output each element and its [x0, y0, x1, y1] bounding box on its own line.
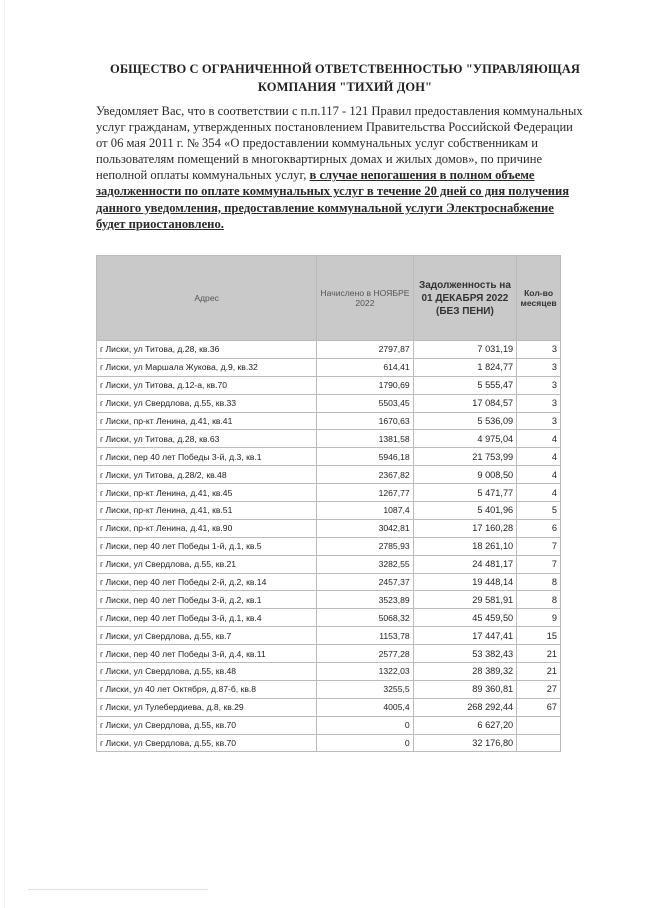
cell-accrued: 5946,18 — [317, 448, 413, 466]
cell-months — [517, 716, 561, 734]
cell-debt: 5 401,96 — [413, 502, 517, 520]
table-row — [97, 680, 561, 698]
cell-months: 3 — [517, 376, 561, 394]
cell-months: 3 — [517, 394, 561, 412]
cell-debt: 89 360,81 — [413, 680, 517, 698]
cell-debt: 268 292,44 — [413, 698, 517, 716]
cell-address: г Лиски, пр-кт Ленина, д.41, кв.41 — [97, 412, 317, 430]
table-row — [97, 573, 561, 591]
cell-address: г Лиски, пр-кт Ленина, д.41, кв.90 — [97, 519, 317, 537]
cell-accrued: 0 — [317, 716, 413, 734]
cell-months: 4 — [517, 430, 561, 448]
cell-accrued: 1670,63 — [317, 412, 413, 430]
cell-address: г Лиски, ул Титова, д.28/2, кв.48 — [97, 466, 317, 484]
title-line-2: КОМПАНИЯ "ТИХИЙ ДОН" — [257, 80, 433, 94]
cell-months: 15 — [517, 627, 561, 645]
cell-accrued: 3282,55 — [317, 555, 413, 573]
cell-accrued: 2367,82 — [317, 466, 413, 484]
cell-address: г Лиски, пер 40 лет Победы 2-й, д.2, кв.14 — [97, 573, 317, 591]
cell-address: г Лиски, пр-кт Ленина, д.41, кв.51 — [97, 502, 317, 520]
cell-months: 4 — [517, 484, 561, 502]
cell-accrued: 4005,4 — [317, 698, 413, 716]
cell-months: 67 — [517, 698, 561, 716]
cell-months: 8 — [517, 591, 561, 609]
cell-debt: 45 459,50 — [413, 609, 517, 627]
table-row — [97, 376, 561, 394]
table-row — [97, 448, 561, 466]
cell-debt: 17 447,41 — [413, 627, 517, 645]
cell-accrued: 3523,89 — [317, 591, 413, 609]
cell-debt: 17 160,28 — [413, 519, 517, 537]
table-row — [97, 430, 561, 448]
notice-highlight: в случае непогашения в полном объеме задолженности по оплате коммунальных услуг в течение 20 дней со дня получения данного уведомления, предоставление коммунальной услуги Электроснабжение будет приостановлено. — [96, 168, 570, 231]
table-row — [97, 519, 561, 537]
title-line-1: ОБЩЕСТВО С ОГРАНИЧЕННОЙ ОТВЕТСТВЕННОСТЬЮ "УПРАВЛЯЮЩАЯ — [110, 62, 580, 76]
table-row — [97, 502, 561, 520]
table-body — [97, 341, 561, 752]
cell-accrued: 5068,32 — [317, 609, 413, 627]
table-row — [97, 627, 561, 645]
table-row — [97, 609, 561, 627]
cell-accrued: 1790,69 — [317, 376, 413, 394]
cell-address: г Лиски, ул Титова, д.28, кв.63 — [97, 430, 317, 448]
cell-accrued: 1087,4 — [317, 502, 413, 520]
table-row — [97, 466, 561, 484]
cell-accrued: 3042,81 — [317, 519, 413, 537]
notice-text: Уведомляет Вас, что в соответствии с п.п.117 - 121 Правил предоставления коммунальных услуг гражданам, утвержденных постановлением Правительства Российской Федерации от 06 мая 2011 г. № 354 «О предоставлении коммунальных услуг собственникам и пользователям помещений в многоквартирных домах и жилых домов», по причине неполной оплаты коммунальных услуг, — [96, 104, 583, 183]
cell-debt: 17 084,57 — [413, 394, 517, 412]
cell-debt: 9 008,50 — [413, 466, 517, 484]
table-row — [97, 645, 561, 663]
cell-address: г Лиски, ул Свердлова, д.55, кв.48 — [97, 663, 317, 681]
cell-accrued: 1267,77 — [317, 484, 413, 502]
cell-debt: 5 536,09 — [413, 412, 517, 430]
cell-months: 4 — [517, 448, 561, 466]
cell-months: 5 — [517, 502, 561, 520]
notice-paragraph — [96, 103, 586, 232]
table-row — [97, 663, 561, 681]
cell-address: г Лиски, пер 40 лет Победы 1-й, д.1, кв.5 — [97, 537, 317, 555]
table-row — [97, 484, 561, 502]
cell-debt: 29 581,91 — [413, 591, 517, 609]
header-debt: Задолженность на 01 ДЕКАБРЯ 2022 (БЕЗ ПЕНИ) — [413, 256, 517, 341]
company-title — [80, 60, 610, 96]
cell-address: г Лиски, ул Свердлова, д.55, кв.33 — [97, 394, 317, 412]
cell-accrued: 2785,93 — [317, 537, 413, 555]
cell-address: г Лиски, ул Титова, д.12-а, кв.70 — [97, 376, 317, 394]
cell-months: 6 — [517, 519, 561, 537]
table-row — [97, 358, 561, 376]
cell-months: 21 — [517, 645, 561, 663]
cell-debt: 5 471,77 — [413, 484, 517, 502]
cell-address: г Лиски, пер 40 лет Победы 3-й, д.4, кв.11 — [97, 645, 317, 663]
table-row — [97, 555, 561, 573]
cell-debt: 7 031,19 — [413, 341, 517, 359]
table-header-row — [97, 256, 561, 341]
cell-accrued: 2797,87 — [317, 341, 413, 359]
cell-months: 27 — [517, 680, 561, 698]
cell-debt: 28 389,32 — [413, 663, 517, 681]
cell-debt: 1 824,77 — [413, 358, 517, 376]
cell-debt: 53 382,43 — [413, 645, 517, 663]
cell-address: г Лиски, ул 40 лет Октября, д.87-б, кв.8 — [97, 680, 317, 698]
table-row — [97, 537, 561, 555]
cell-address: г Лиски, пр-кт Ленина, д.41, кв.45 — [97, 484, 317, 502]
cell-months: 3 — [517, 412, 561, 430]
cell-debt: 18 261,10 — [413, 537, 517, 555]
cell-months: 7 — [517, 555, 561, 573]
table-row — [97, 698, 561, 716]
header-accrued: Начислено в НОЯБРЕ 2022 — [317, 256, 413, 341]
cell-address: г Лиски, ул Маршала Жукова, д.9, кв.32 — [97, 358, 317, 376]
cell-debt: 19 448,14 — [413, 573, 517, 591]
table-row — [97, 341, 561, 359]
bottom-line — [28, 889, 208, 890]
table-row — [97, 394, 561, 412]
cell-accrued: 2577,28 — [317, 645, 413, 663]
table-row — [97, 591, 561, 609]
cell-address: г Лиски, ул Тулебердиева, д.8, кв.29 — [97, 698, 317, 716]
debt-table — [96, 255, 561, 752]
cell-accrued: 1322,03 — [317, 663, 413, 681]
table-row — [97, 716, 561, 734]
cell-months: 3 — [517, 341, 561, 359]
cell-debt: 4 975,04 — [413, 430, 517, 448]
cell-debt: 6 627,20 — [413, 716, 517, 734]
cell-address: г Лиски, ул Свердлова, д.55, кв.70 — [97, 734, 317, 752]
cell-accrued: 3255,5 — [317, 680, 413, 698]
cell-address: г Лиски, пер 40 лет Победы 3-й, д.1, кв.4 — [97, 609, 317, 627]
cell-accrued: 614,41 — [317, 358, 413, 376]
cell-debt: 32 176,80 — [413, 734, 517, 752]
cell-accrued: 1153,78 — [317, 627, 413, 645]
cell-address: г Лиски, ул Свердлова, д.55, кв.70 — [97, 716, 317, 734]
cell-address: г Лиски, ул Свердлова, д.55, кв.7 — [97, 627, 317, 645]
header-address: Адрес — [97, 256, 317, 341]
table-row — [97, 412, 561, 430]
cell-address: г Лиски, ул Свердлова, д.55, кв.21 — [97, 555, 317, 573]
cell-accrued: 0 — [317, 734, 413, 752]
cell-months: 8 — [517, 573, 561, 591]
table-row — [97, 734, 561, 752]
cell-months: 3 — [517, 358, 561, 376]
cell-address: г Лиски, ул Титова, д.28, кв.36 — [97, 341, 317, 359]
cell-months: 4 — [517, 466, 561, 484]
cell-address: г Лиски, пер 40 лет Победы 3-й, д.2, кв.1 — [97, 591, 317, 609]
cell-debt: 21 753,99 — [413, 448, 517, 466]
cell-accrued: 2457,37 — [317, 573, 413, 591]
cell-address: г Лиски, пер 40 лет Победы 3-й, д.3, кв.1 — [97, 448, 317, 466]
cell-months: 21 — [517, 663, 561, 681]
cell-months: 9 — [517, 609, 561, 627]
header-months: Кол-во месяцев — [517, 256, 561, 341]
cell-months — [517, 734, 561, 752]
cell-accrued: 5503,45 — [317, 394, 413, 412]
scan-edge — [4, 0, 5, 908]
cell-months: 7 — [517, 537, 561, 555]
cell-accrued: 1381,58 — [317, 430, 413, 448]
cell-debt: 5 555,47 — [413, 376, 517, 394]
cell-debt: 24 481,17 — [413, 555, 517, 573]
